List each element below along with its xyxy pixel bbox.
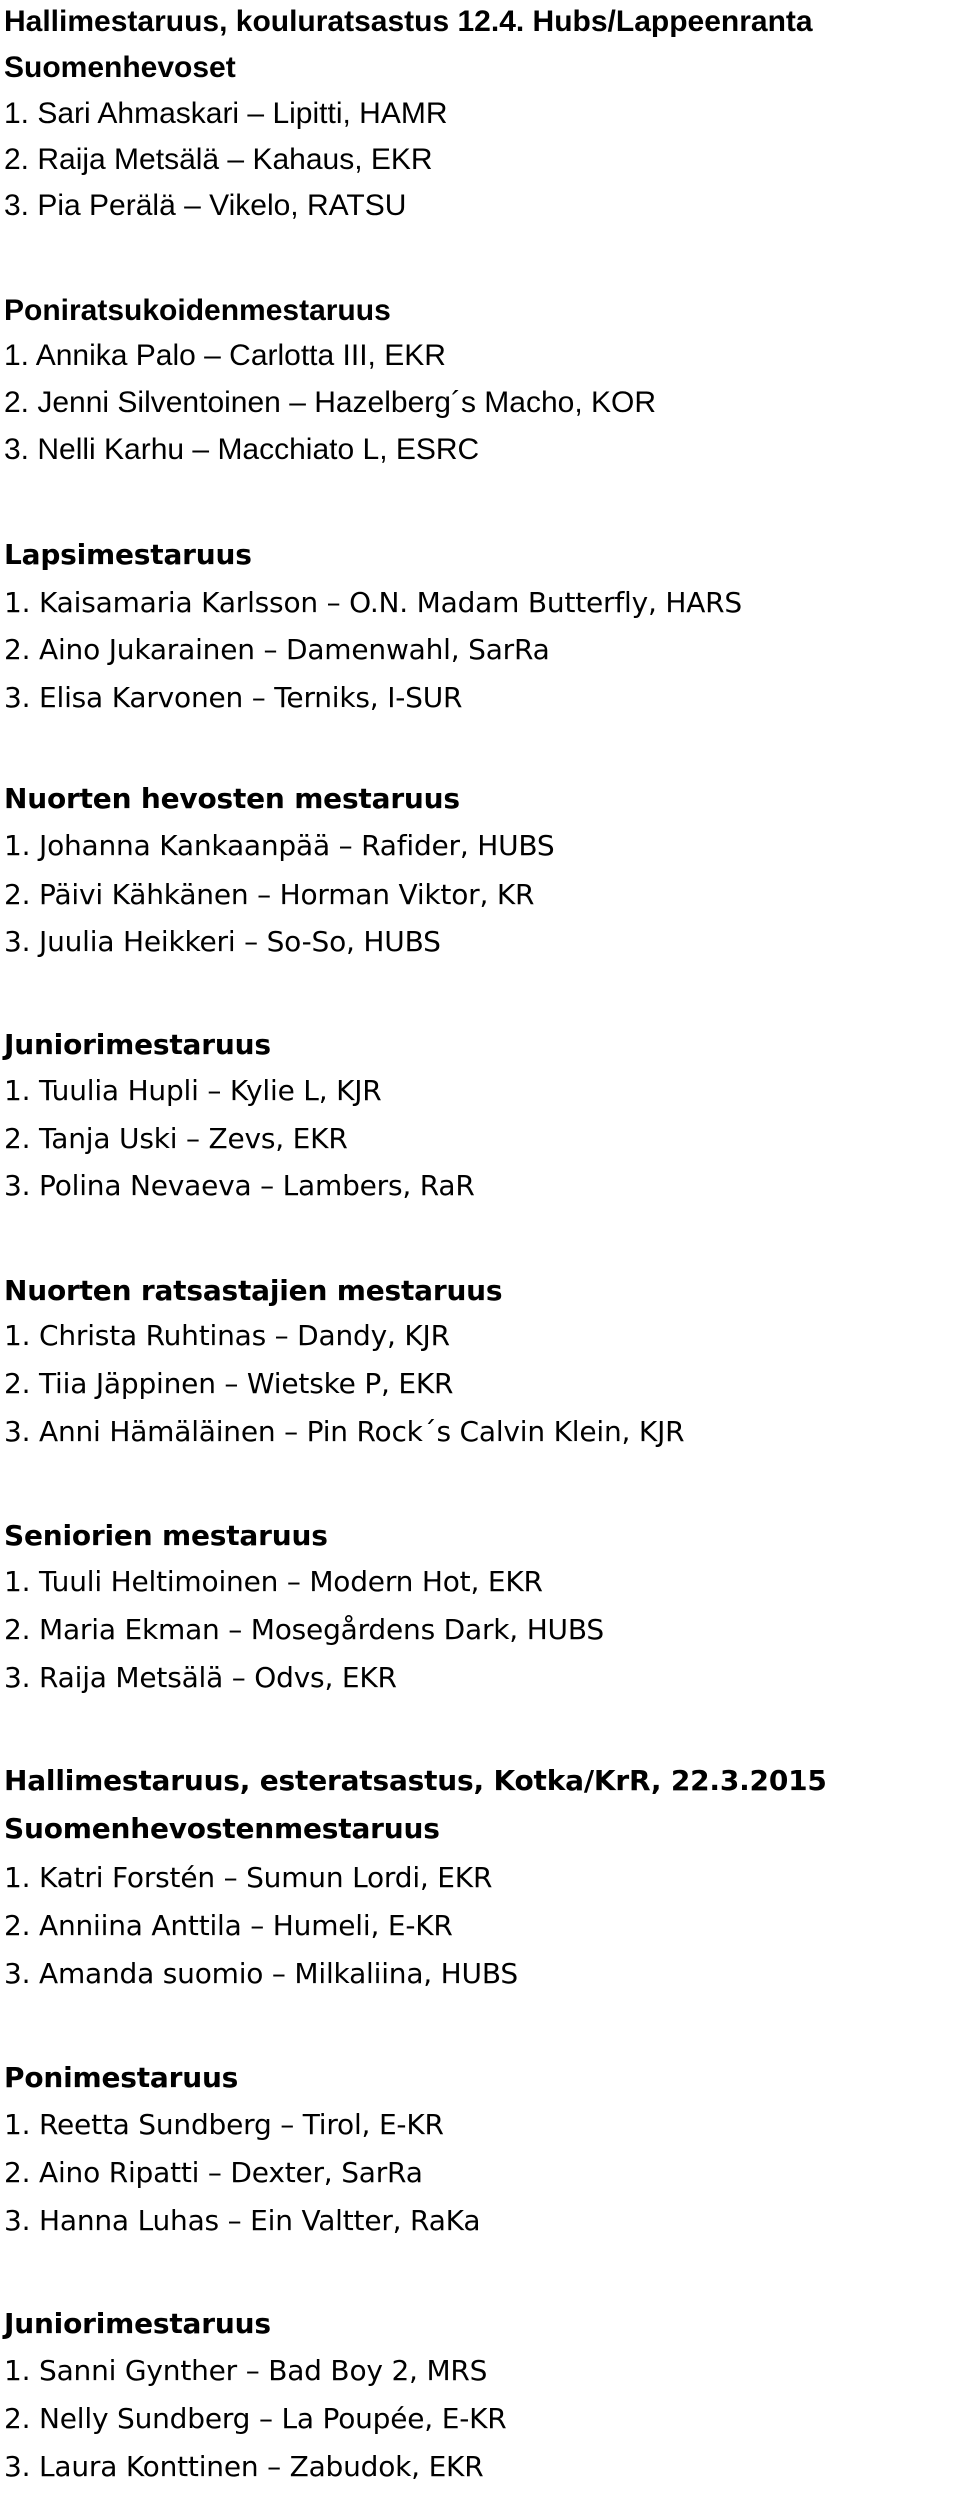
result-entry: 2. Jenni Silventoinen – Hazelberg´s Macho, KOR <box>4 386 657 419</box>
section-title: Suomenhevostenmestaruus <box>4 1812 440 1845</box>
result-entry: 3. Pia Perälä – Vikelo, RATSU <box>4 189 407 222</box>
result-entry: 1. Kaisamaria Karlsson – O.N. Madam Butterfly, HARS <box>4 586 742 619</box>
result-entry: 3. Hanna Luhas – Ein Valtter, RaKa <box>4 2204 481 2237</box>
result-entry: 1. Sanni Gynther – Bad Boy 2, MRS <box>4 2354 488 2387</box>
result-entry: 1. Tuulia Hupli – Kylie L, KJR <box>4 1074 382 1107</box>
result-entry: 2. Aino Ripatti – Dexter, SarRa <box>4 2156 423 2189</box>
result-entry: 3. Polina Nevaeva – Lambers, RaR <box>4 1169 475 1202</box>
result-entry: 2. Anniina Anttila – Humeli, E-KR <box>4 1909 453 1942</box>
result-entry: 2. Tanja Uski – Zevs, EKR <box>4 1122 348 1155</box>
section-title: Seniorien mestaruus <box>4 1519 328 1552</box>
result-entry: 1. Johanna Kankaanpää – Rafider, HUBS <box>4 829 555 862</box>
section-title: Lapsimestaruus <box>4 538 252 571</box>
result-entry: 1. Sari Ahmaskari – Lipitti, HAMR <box>4 97 448 130</box>
competition-heading: Hallimestaruus, kouluratsastus 12.4. Hubs/Lappeenranta <box>4 5 813 38</box>
result-entry: 1. Annika Palo – Carlotta III, EKR <box>4 339 446 372</box>
section-title: Nuorten ratsastajien mestaruus <box>4 1274 503 1307</box>
result-entry: 1. Christa Ruhtinas – Dandy, KJR <box>4 1319 450 1352</box>
result-entry: 2. Päivi Kähkänen – Horman Viktor, KR <box>4 878 535 911</box>
result-entry: 3. Elisa Karvonen – Terniks, I-SUR <box>4 681 463 714</box>
result-entry: 2. Nelly Sundberg – La Poupée, E-KR <box>4 2402 507 2435</box>
result-entry: 1. Katri Forstén – Sumun Lordi, EKR <box>4 1861 493 1894</box>
result-entry: 3. Raija Metsälä – Odvs, EKR <box>4 1661 397 1694</box>
section-title: Juniorimestaruus <box>4 2307 271 2340</box>
section-title: Poniratsukoidenmestaruus <box>4 294 391 327</box>
section-title: Ponimestaruus <box>4 2061 239 2094</box>
section-title: Suomenhevoset <box>4 51 236 84</box>
result-entry: 3. Amanda suomio – Milkaliina, HUBS <box>4 1957 518 1990</box>
result-entry: 2. Maria Ekman – Mosegårdens Dark, HUBS <box>4 1613 604 1646</box>
section-title: Juniorimestaruus <box>4 1028 271 1061</box>
result-entry: 3. Nelli Karhu – Macchiato L, ESRC <box>4 433 480 466</box>
result-entry: 2. Aino Jukarainen – Damenwahl, SarRa <box>4 633 550 666</box>
result-entry: 1. Tuuli Heltimoinen – Modern Hot, EKR <box>4 1565 543 1598</box>
result-entry: 2. Raija Metsälä – Kahaus, EKR <box>4 143 433 176</box>
result-entry: 2. Tiia Jäppinen – Wietske P, EKR <box>4 1367 454 1400</box>
result-entry: 1. Reetta Sundberg – Tirol, E-KR <box>4 2108 444 2141</box>
result-entry: 3. Juulia Heikkeri – So-So, HUBS <box>4 925 441 958</box>
result-entry: 3. Laura Konttinen – Zabudok, EKR <box>4 2450 484 2483</box>
competition-heading: Hallimestaruus, esteratsastus, Kotka/KrR, 22.3.2015 <box>4 1764 827 1797</box>
section-title: Nuorten hevosten mestaruus <box>4 782 460 815</box>
result-entry: 3. Anni Hämäläinen – Pin Rock´s Calvin Klein, KJR <box>4 1415 685 1448</box>
